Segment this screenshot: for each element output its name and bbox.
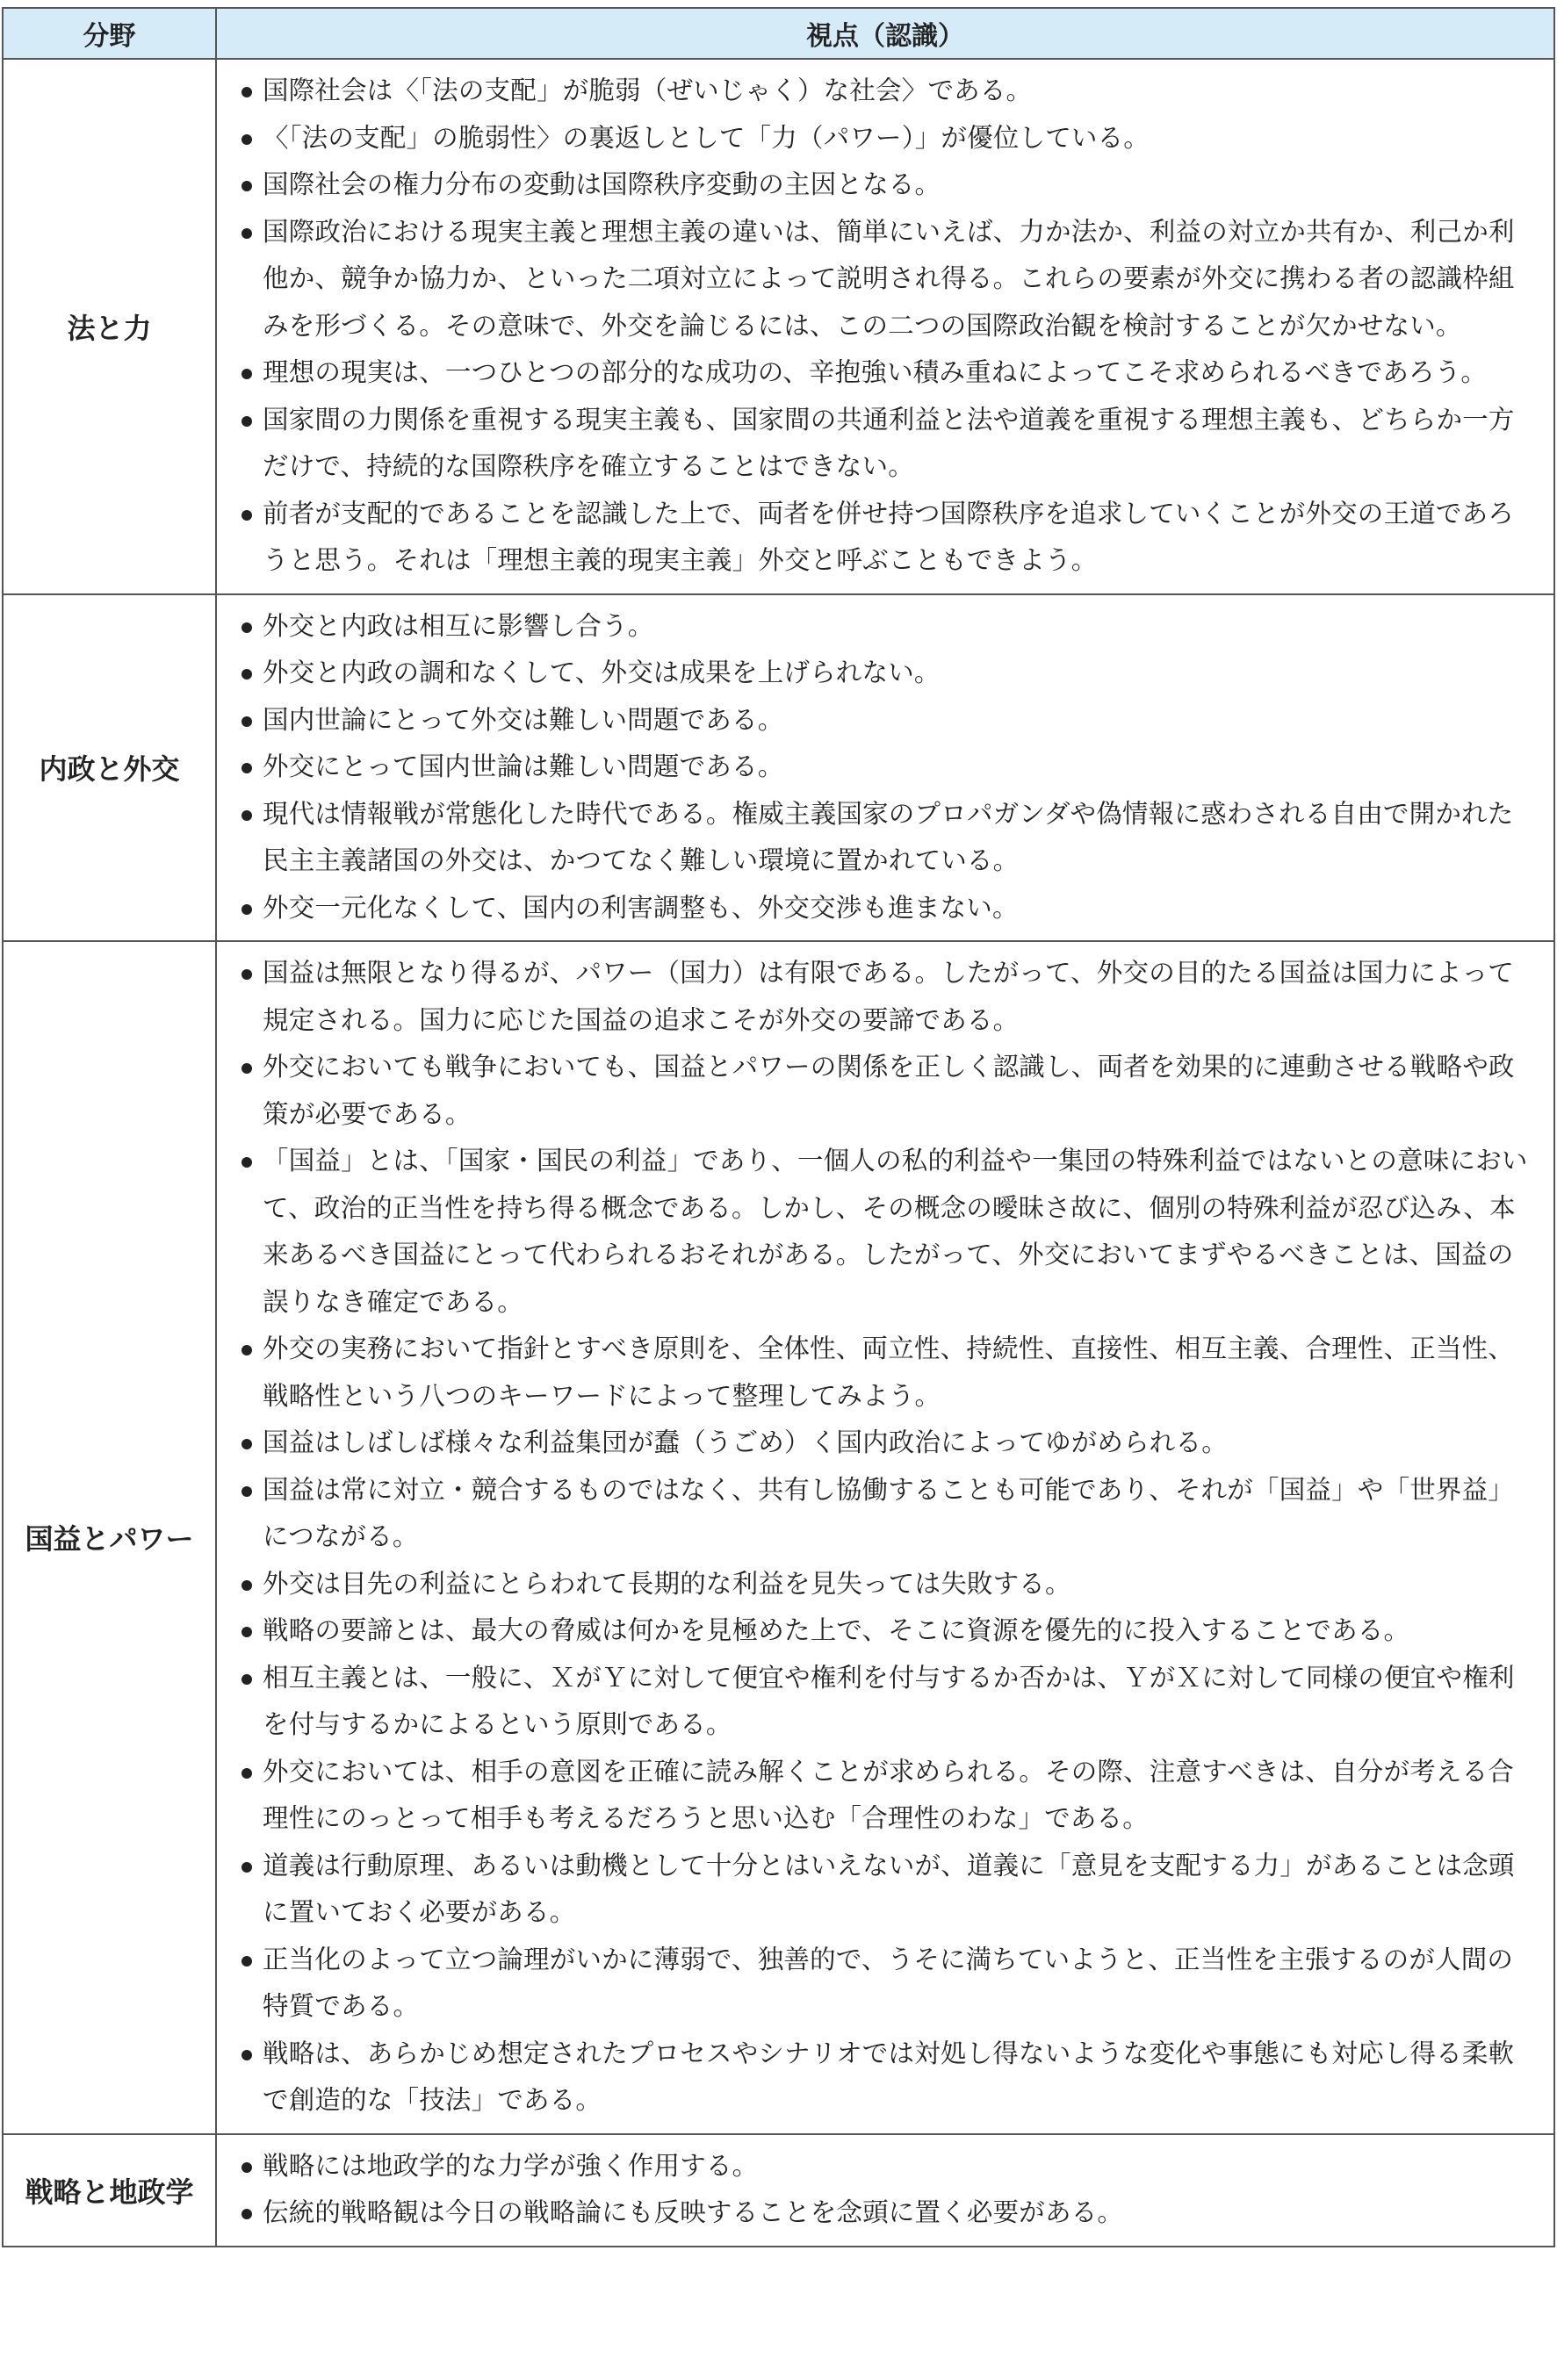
bullet-item: 国際社会は〈「法の支配」が脆弱（ぜいじゃく）な社会〉である。 <box>240 68 1538 115</box>
bullet-item: 戦略には地政学的な力学が強く作用する。 <box>240 2143 1538 2190</box>
header-view: 視点（認識） <box>216 8 1554 59</box>
bullet-item: 外交においては、相手の意図を正確に読み解くことが求められる。その際、注意すべきは、自分が考える合理性にのっとって相手も考えるだろうと思い込む「合理性のわな」である。 <box>240 1749 1538 1843</box>
bullet-item: 相互主義とは、一般に、ＸがＹに対して便宜や権利を付与するか否かは、ＹがＸに対して同様の便宜や権利を付与するかによるという原則である。 <box>240 1655 1538 1749</box>
bullet-item: 国際政治における現実主義と理想主義の違いは、簡単にいえば、力か法か、利益の対立か共有か、利己か利他か、競争か協力か、といった二項対立によって説明され得る。これらの要素が外交に携わる者の認識枠組みを形づくる。その意味で、外交を論じるには、この二つの国際政治観を検討することが欠かせない。 <box>240 209 1538 350</box>
bullet-item: 国家間の力関係を重視する現実主義も、国家間の共通利益と法や道義を重視する理想主義も、どちらか一方だけで、持続的な国際秩序を確立することはできない。 <box>240 397 1538 491</box>
view-cell <box>216 941 1554 2134</box>
bullet-item: 国益はしばしば様々な利益集団が蠢（うごめ）く国内政治によってゆがめられる。 <box>240 1420 1538 1467</box>
view-cell <box>216 59 1554 594</box>
bullet-item: 国内世論にとって外交は難しい問題である。 <box>240 697 1538 744</box>
table-row <box>3 594 1554 942</box>
view-cell <box>216 2134 1554 2247</box>
bullet-item: 国益は無限となり得るが、パワー（国力）は有限である。したがって、外交の目的たる国益は国力によって規定される。国力に応じた国益の追求こそが外交の要諦である。 <box>240 950 1538 1044</box>
bullet-list <box>240 2143 1538 2237</box>
bullet-item: 外交一元化なくして、国内の利害調整も、外交交渉も進まない。 <box>240 885 1538 932</box>
bullet-list <box>240 603 1538 932</box>
bullet-item: 道義は行動原理、あるいは動機として十分とはいえないが、道義に「意見を支配する力」があることは念頭に置いておく必要がある。 <box>240 1843 1538 1937</box>
bullet-item: 戦略は、あらかじめ想定されたプロセスやシナリオでは対処し得ないような変化や事態にも対応し得る柔軟で創造的な「技法」である。 <box>240 2031 1538 2125</box>
bullet-item: 「国益」とは、「国家・国民の利益」であり、一個人の私的利益や一集団の特殊利益ではないとの意味において、政治的正当性を持ち得る概念である。しかし、その概念の曖昧さ故に、個別の特殊利益が忍び込み、本来あるべき国益にとって代わられるおそれがある。したがって、外交においてまずやるべきことは、国益の誤りなき確定である。 <box>240 1138 1538 1326</box>
table-row <box>3 941 1554 2134</box>
bullet-item: 理想の現実は、一つひとつの部分的な成功の、辛抱強い積み重ねによってこそ求められるべきであろう。 <box>240 349 1538 397</box>
bullet-item: 外交にとって国内世論は難しい問題である。 <box>240 744 1538 791</box>
bullet-list <box>240 950 1538 2125</box>
bullet-item: 前者が支配的であることを認識した上で、両者を併せ持つ国際秩序を追求していくことが外交の王道であろうと思う。それは「理想主義的現実主義」外交と呼ぶこともできよう。 <box>240 491 1538 585</box>
field-label: 国益とパワー <box>3 941 216 2134</box>
page <box>2 7 1553 2247</box>
bullet-item: 正当化のよって立つ論理がいかに薄弱で、独善的で、うそに満ちていようと、正当性を主張するのが人間の特質である。 <box>240 1937 1538 2031</box>
field-label: 戦略と地政学 <box>3 2134 216 2247</box>
bullet-item: 国益は常に対立・競合するものではなく、共有し協働することも可能であり、それが「国益」や「世界益」につながる。 <box>240 1467 1538 1561</box>
bullet-item: 外交と内政の調和なくして、外交は成果を上げられない。 <box>240 650 1538 697</box>
bullet-item: 外交の実務において指針とすべき原則を、全体性、両立性、持続性、直接性、相互主義、合理性、正当性、戦略性という八つのキーワードによって整理してみよう。 <box>240 1326 1538 1420</box>
table-row <box>3 2134 1554 2247</box>
bullet-item: 伝統的戦略観は今日の戦略論にも反映することを念頭に置く必要がある。 <box>240 2189 1538 2237</box>
bullet-item: 外交は目先の利益にとらわれて長期的な利益を見失っては失敗する。 <box>240 1561 1538 1608</box>
bullet-item: 戦略の要諦とは、最大の脅威は何かを見極めた上で、そこに資源を優先的に投入することである。 <box>240 1607 1538 1655</box>
perspectives-table <box>2 7 1555 2247</box>
view-cell <box>216 594 1554 942</box>
header-field: 分野 <box>3 8 216 59</box>
bullet-item: 外交と内政は相互に影響し合う。 <box>240 603 1538 651</box>
bullet-item: 現代は情報戦が常態化した時代である。権威主義国家のプロパガンダや偽情報に惑わされる自由で開かれた民主主義諸国の外交は、かつてなく難しい環境に置かれている。 <box>240 791 1538 885</box>
field-label: 内政と外交 <box>3 594 216 942</box>
header-row <box>3 8 1554 59</box>
table-row <box>3 59 1554 594</box>
bullet-item: 国際社会の権力分布の変動は国際秩序変動の主因となる。 <box>240 162 1538 209</box>
bullet-item: 外交においても戦争においても、国益とパワーの関係を正しく認識し、両者を効果的に連動させる戦略や政策が必要である。 <box>240 1044 1538 1138</box>
bullet-item: 〈「法の支配」の脆弱性〉の裏返しとして「力（パワー）」が優位している。 <box>240 115 1538 162</box>
field-label: 法と力 <box>3 59 216 594</box>
bullet-list <box>240 68 1538 585</box>
